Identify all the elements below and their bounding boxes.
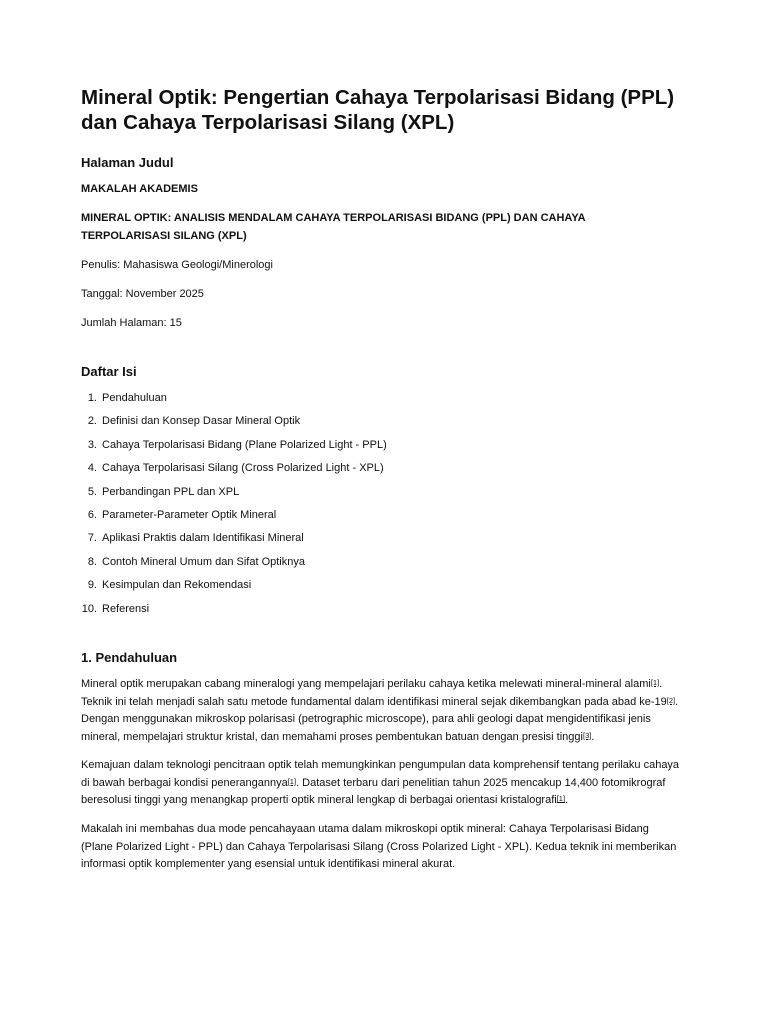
paragraph-text: . Dataset terbaru dari penelitian tahun 2025 mencakup 14,400 fotomikrograf beresolusi tinggi yang menangkap properti optik mineral lengkap di berbagai orientasi kristalografi (81, 776, 666, 807)
toc-item-label: Definisi dan Konsep Dasar Mineral Optik (102, 415, 301, 428)
toc-item-label: Parameter-Parameter Optik Mineral (102, 508, 277, 521)
citation-link[interactable] (667, 696, 675, 705)
page-count-line: Jumlah Halaman: 15 (81, 317, 182, 329)
toc-item-label: Cahaya Terpolarisasi Bidang (Plane Polarized Light - PPL) (102, 438, 387, 451)
paragraph-text: . Dengan menggunakan mikroskop polarisasi (petrographic microscope), para ahli geologi dapat mengidentifikasi jenis mineral, mempelajari struktur kristal, dan memahami proses pembentukan batuan dengan presisi tinggi (81, 695, 679, 743)
toc-heading: Daftar Isi (81, 364, 137, 379)
toc-item-number: 4. (87, 462, 97, 475)
intro-paragraph-3: Makalah ini membahas dua mode pencahayaan utama dalam mikroskopi optik mineral: Cahaya Terpolarisasi Bidang (Plane Polarized Light - PPL) dan Cahaya Terpolarisasi Silang (Cross Polarized Light - XPL). Kedua teknik ini memberikan informasi optik komplementer yang esensial untuk identifikasi mineral akurat. (81, 823, 677, 871)
toc-item-number: 8. (87, 555, 97, 568)
toc-item[interactable] (81, 553, 681, 576)
citation-link[interactable] (288, 777, 296, 786)
citation-text: [2] (666, 695, 676, 705)
toc-item[interactable] (81, 600, 681, 623)
citation-text: [1] (556, 794, 566, 804)
citation-text: [1] (287, 776, 297, 786)
page-title: Mineral Optik: Pengertian Cahaya Terpolarisasi Bidang (PPL) dan Cahaya Terpolarisasi Silang (XPL) (81, 86, 675, 134)
toc-item[interactable] (81, 483, 681, 506)
author-line: Penulis: Mahasiswa Geologi/Minerologi (81, 259, 273, 271)
section-heading-introduction: 1. Pendahuluan (81, 650, 178, 665)
toc-item-label: Kesimpulan dan Rekomendasi (102, 579, 252, 592)
citation-text: [1] (650, 678, 660, 687)
toc-item-label: Contoh Mineral Umum dan Sifat Optiknya (102, 555, 305, 568)
document-subtitle: MINERAL OPTIK: ANALISIS MENDALAM CAHAYA TERPOLARISASI BIDANG (PPL) DAN CAHAYA TERPOLARISASI SILANG (XPL) (81, 212, 586, 242)
toc-item[interactable] (81, 506, 681, 529)
title-page-heading: Halaman Judul (81, 155, 174, 170)
toc-item-number: 5. (87, 485, 97, 498)
intro-paragraph-2 (81, 757, 681, 810)
document-type-label: MAKALAH AKADEMIS (81, 183, 198, 195)
citation-link[interactable] (557, 794, 565, 803)
toc-item-number: 1. (87, 392, 97, 404)
toc-item-number: 3. (87, 438, 97, 451)
toc-item-label: Pendahuluan (102, 392, 167, 404)
intro-paragraph-1 (81, 676, 681, 746)
toc-item[interactable] (81, 412, 681, 435)
toc-item[interactable] (81, 389, 681, 412)
toc-item-number: 10. (81, 602, 97, 615)
toc-item[interactable] (81, 529, 681, 552)
paragraph-text: Kemajuan dalam teknologi pencitraan optik telah memungkinkan pengumpulan data komprehensif tentang perilaku cahaya di bawah berbagai kondisi penerangannya (81, 759, 680, 789)
paragraph-text: . (591, 730, 595, 743)
toc-item-label: Referensi (102, 602, 150, 615)
paragraph-text: Mineral optik merupakan cabang mineralogi yang mempelajari perilaku cahaya ketika melewati mineral-mineral alami (81, 678, 651, 690)
table-of-contents (81, 389, 681, 623)
paragraph-text: . (565, 794, 569, 807)
toc-item-label: Aplikasi Praktis dalam Identifikasi Mineral (102, 532, 304, 545)
paragraph-text: . Teknik ini telah menjadi salah satu metode fundamental dalam identifikasi mineral sejak dikembangkan pada abad ke-19 (81, 678, 667, 708)
toc-item-label: Perbandingan PPL dan XPL (102, 485, 240, 498)
toc-item-number: 9. (87, 579, 97, 592)
citation-link[interactable] (651, 678, 659, 687)
toc-item-number: 2. (87, 415, 97, 428)
toc-item-label: Cahaya Terpolarisasi Silang (Cross Polarized Light - XPL) (102, 462, 384, 475)
toc-item[interactable] (81, 436, 681, 459)
toc-item-number: 6. (87, 508, 97, 521)
toc-item-number: 7. (87, 532, 97, 545)
date-line: Tanggal: November 2025 (81, 288, 204, 300)
toc-item[interactable] (81, 576, 681, 599)
citation-text: [3] (582, 730, 592, 740)
toc-item[interactable] (81, 459, 681, 482)
citation-link[interactable] (583, 731, 591, 740)
